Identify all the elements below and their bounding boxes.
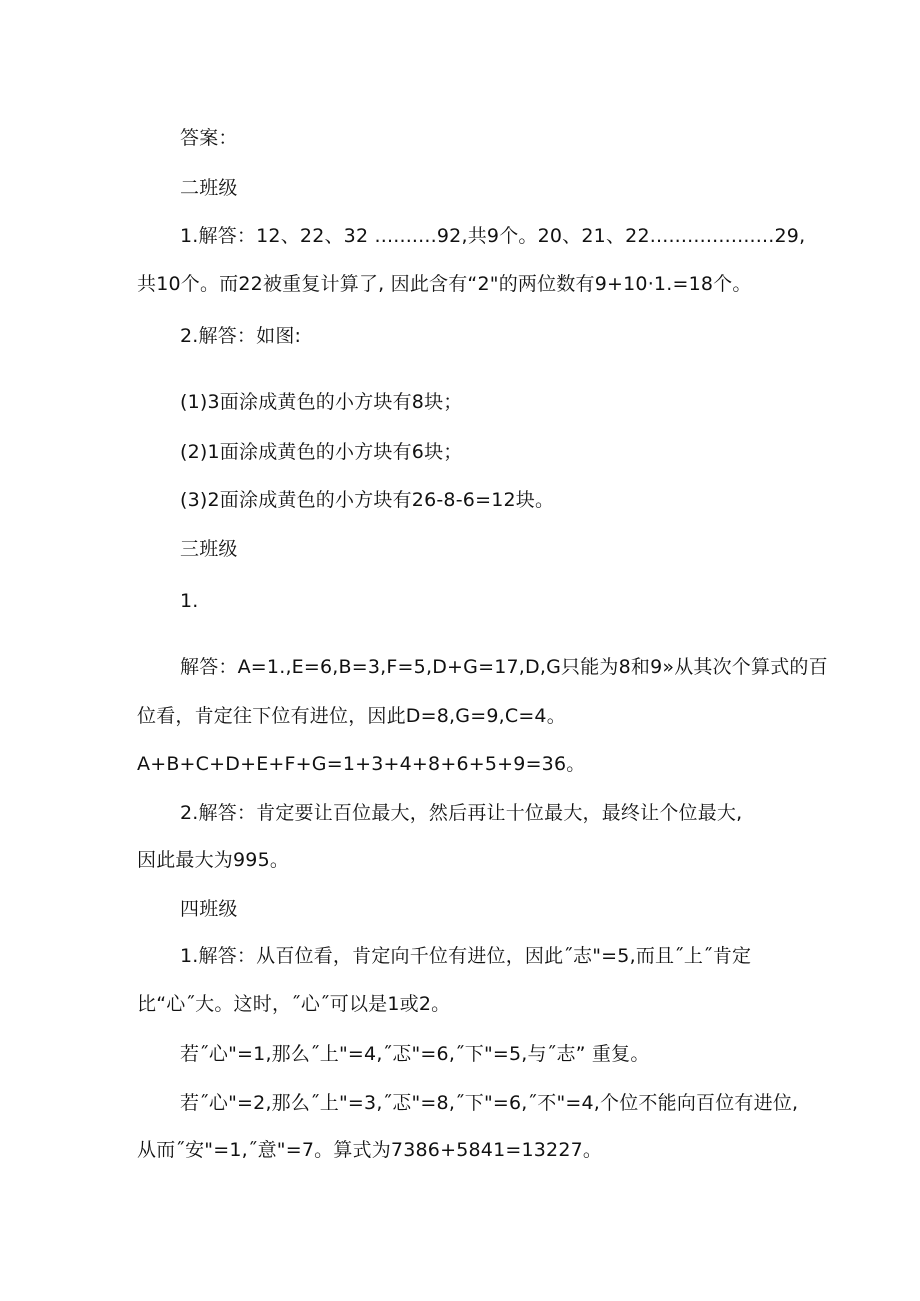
grade-3-q1-line-2: 位看，肯定往下位有进位，因此D=8,G=9,C=4。 <box>137 705 566 727</box>
grade-4-q1-line-2: 比“心˝大。这时，˝心˝可以是1或2。 <box>137 993 451 1015</box>
grade-3-q1-line-3: A+B+C+D+E+F+G=1+3+4+8+6+5+9=36。 <box>137 753 586 775</box>
grade-3-q2-line-1: 2.解答：肯定要让百位最大，然后再让十位最大，最终让个位最大, <box>180 802 743 824</box>
grade-4-q1-line-1: 1.解答：从百位看，肯定向千位有进位，因此˝志"=5,而且˝上˝肯定 <box>180 945 752 967</box>
grade-4-heading: 四班级 <box>180 898 238 920</box>
grade-2-q1-line-2: 共10个。而22被重复计算了, 因此含有“2"的两位数有9+10·1.=18个。 <box>137 273 752 295</box>
grade-2-q2-item-3: (3)2面涂成黄色的小方块有26-8-6=12块。 <box>180 489 555 511</box>
grade-2-heading: 二班级 <box>180 177 238 199</box>
grade-2-q2-item-2: (2)1面涂成黄色的小方块有6块； <box>180 441 463 463</box>
grade-3-heading: 三班级 <box>180 538 238 560</box>
grade-2-q2-line: 2.解答：如图: <box>180 325 302 347</box>
grade-2-q1-line-1: 1.解答：12、22、32 ..........92,共9个。20、21、22....................29, <box>180 225 806 247</box>
grade-4-q1-line-3: 若˝心"=1,那么˝上"=4,˝忑"=6,˝下"=5,与˝志” 重复。 <box>180 1043 650 1065</box>
grade-3-q1-number: 1. <box>180 590 199 612</box>
grade-4-q1-line-5: 从而˝安"=1,˝意"=7。算式为7386+5841=13227。 <box>137 1139 603 1161</box>
grade-3-q2-line-2: 因此最大为995。 <box>137 849 290 871</box>
grade-4-q1-line-4: 若˝心"=2,那么˝上"=3,˝忑"=8,˝下"=6,˝不"=4,个位不能向百位有进位, <box>180 1092 799 1114</box>
grade-3-q1-line-1: 解答：A=1.,E=6,B=3,F=5,D+G=17,D,G只能为8和9»从其次个算式的百 <box>180 656 828 678</box>
answer-heading: 答案： <box>180 127 238 149</box>
grade-2-q2-item-1: (1)3面涂成黄色的小方块有8块； <box>180 391 463 413</box>
